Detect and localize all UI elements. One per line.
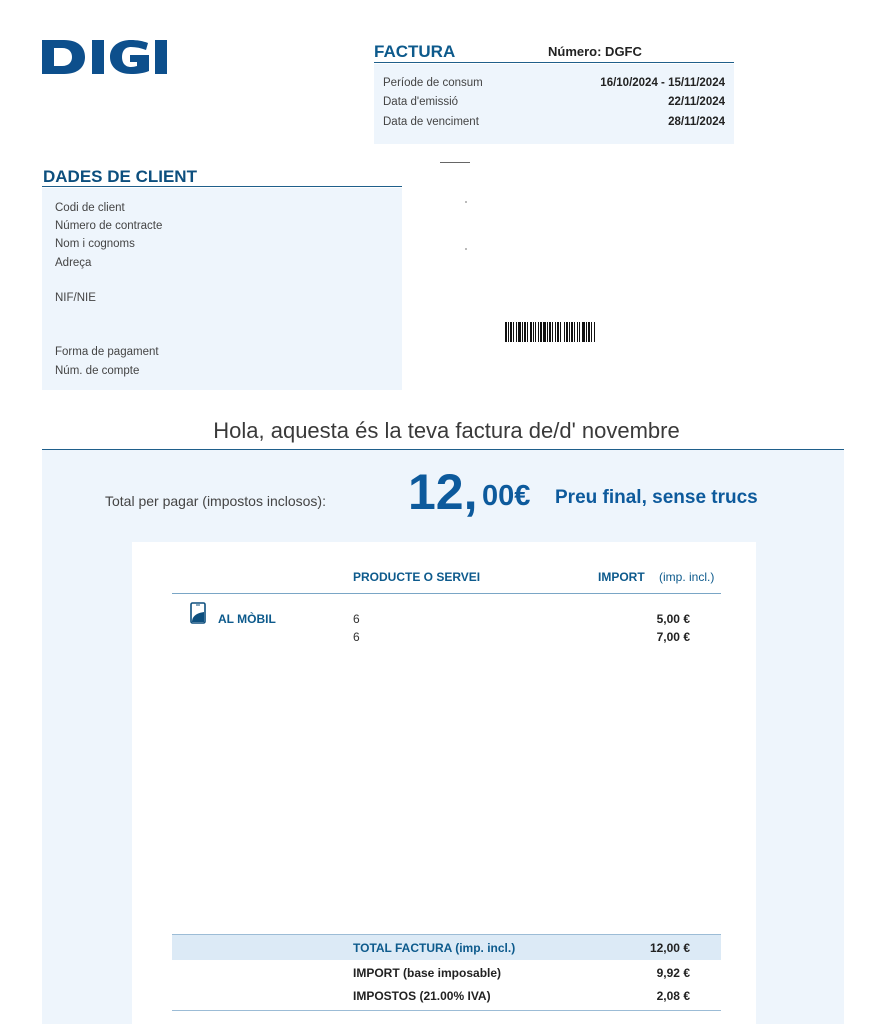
total-due-label: Total per pagar (impostos inclosos): bbox=[105, 493, 326, 509]
invoice-header bbox=[374, 40, 734, 63]
invoice-title: FACTURA bbox=[374, 42, 456, 61]
client-details bbox=[42, 188, 402, 390]
invoice-total-label: TOTAL FACTURA (imp. incl.) bbox=[353, 941, 516, 955]
line-item-amount: 5,00 € bbox=[656, 612, 690, 626]
barcode-bar bbox=[560, 322, 561, 342]
line-item-product: 6 bbox=[353, 630, 360, 644]
invoice-summary-box bbox=[374, 40, 734, 144]
total-due-amount: 12, bbox=[408, 464, 478, 520]
barcode-bar bbox=[549, 322, 551, 342]
divider bbox=[440, 162, 470, 163]
barcode-bar bbox=[571, 322, 573, 342]
barcode-bar bbox=[516, 322, 517, 342]
digi-logo bbox=[42, 40, 194, 74]
barcode-bar bbox=[524, 322, 526, 342]
totals-divider bbox=[172, 1010, 721, 1011]
barcode-bar bbox=[582, 322, 585, 342]
barcode-bar bbox=[518, 322, 521, 342]
due-date-value: 28/11/2024 bbox=[668, 116, 725, 128]
line-item-amount: 7,00 € bbox=[656, 630, 690, 644]
taxable-base-value: 9,92 € bbox=[656, 966, 690, 980]
service-name: AL MÒBIL bbox=[218, 612, 276, 626]
barcode-bar bbox=[557, 322, 559, 342]
barcode-bar bbox=[508, 322, 509, 342]
full-name-label: Nom i cognoms bbox=[55, 238, 135, 250]
barcode-bar bbox=[555, 322, 556, 342]
barcode-bar bbox=[588, 322, 590, 342]
barcode-bar bbox=[535, 322, 536, 342]
barcode-bar bbox=[574, 322, 575, 342]
amount-column-header: IMPORT bbox=[598, 570, 645, 584]
issue-date-row bbox=[383, 96, 725, 114]
client-title: DADES DE CLIENT bbox=[43, 167, 197, 186]
account-number-label: Núm. de compte bbox=[55, 365, 140, 377]
barcode-bar bbox=[586, 322, 587, 342]
speck bbox=[465, 248, 467, 250]
barcode-bar bbox=[569, 322, 570, 342]
issue-date-label: Data d'emissió bbox=[383, 96, 459, 108]
barcode-bar bbox=[579, 322, 580, 342]
client-header bbox=[42, 165, 402, 187]
tax-value: 2,08 € bbox=[656, 989, 690, 1003]
consumption-period-row bbox=[383, 77, 725, 95]
charges-card bbox=[132, 542, 756, 1024]
taxable-base-label: IMPORT (base imposable) bbox=[353, 966, 502, 980]
tax-label: IMPOSTOS (21.00% IVA) bbox=[353, 989, 491, 1003]
barcode-bar bbox=[552, 322, 553, 342]
price-tagline: Preu final, sense trucs bbox=[555, 487, 758, 508]
speck bbox=[465, 201, 467, 203]
address-label: Adreça bbox=[55, 257, 92, 269]
barcode-bar bbox=[591, 322, 592, 342]
barcode-bar bbox=[505, 322, 507, 342]
amount-column-note: (imp. incl.) bbox=[659, 570, 715, 584]
invoice-details bbox=[374, 64, 734, 144]
due-date-label: Data de venciment bbox=[383, 116, 479, 128]
barcode-bar bbox=[527, 322, 528, 342]
barcode-bar bbox=[513, 322, 514, 342]
barcode-bar bbox=[547, 322, 548, 342]
total-due-cents: 00€ bbox=[482, 480, 531, 512]
issue-date-value: 22/11/2024 bbox=[668, 96, 725, 108]
barcode-bar bbox=[577, 322, 578, 342]
barcode-bar bbox=[564, 322, 565, 342]
barcode-bar bbox=[530, 322, 532, 342]
header-divider bbox=[172, 593, 721, 594]
barcode-bar bbox=[538, 322, 539, 342]
barcode-bar bbox=[522, 322, 523, 342]
due-date-row bbox=[383, 116, 725, 134]
contract-number-label: Número de contracte bbox=[55, 220, 163, 232]
product-column-header: PRODUCTE O SERVEI bbox=[353, 570, 481, 584]
line-item-product: 6 bbox=[353, 612, 360, 626]
barcode-bar bbox=[533, 322, 534, 342]
payment-method-label: Forma de pagament bbox=[55, 346, 159, 358]
invoice-number: Número: DGFC bbox=[548, 44, 642, 59]
client-code-label: Codi de client bbox=[55, 202, 125, 214]
invoice-total-value: 12,00 € bbox=[649, 941, 690, 955]
barcode-bar bbox=[594, 322, 595, 342]
barcode-bar bbox=[540, 322, 542, 342]
tax-id-label: NIF/NIE bbox=[55, 292, 96, 304]
barcode-bar bbox=[510, 322, 512, 342]
consumption-period-value: 16/10/2024 - 15/11/2024 bbox=[600, 77, 725, 89]
barcode bbox=[505, 322, 691, 342]
barcode-bar bbox=[543, 322, 546, 342]
barcode-bar bbox=[566, 322, 568, 342]
consumption-period-label: Període de consum bbox=[383, 77, 483, 89]
greeting-heading: Hola, aquesta és la teva factura de/d' novembre bbox=[213, 418, 680, 443]
phone-icon bbox=[190, 602, 206, 624]
